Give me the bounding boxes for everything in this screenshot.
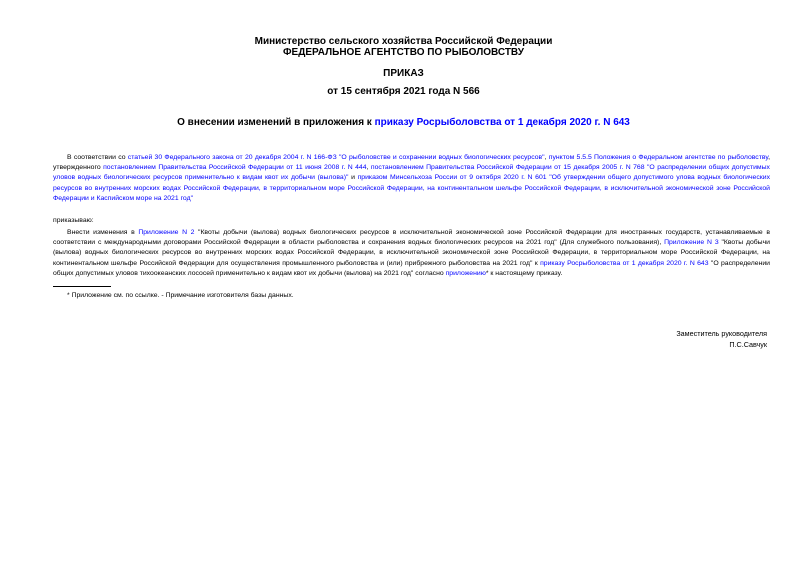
paragraph-preamble bbox=[53, 153, 770, 204]
appendix-3-link[interactable]: Приложение N 3 bbox=[664, 239, 719, 247]
attachment-link[interactable]: приложению bbox=[445, 269, 486, 277]
government-decree-444-link[interactable]: постановлением Правительства Российской Федерации от 11 июня 2008 г. N 444 bbox=[103, 164, 367, 172]
footnote: * Приложение см. по ссылке. - Примечание изготовителя базы данных. bbox=[67, 292, 294, 299]
preamble-text-5: и bbox=[348, 174, 358, 182]
signatory-name: П.С.Савчук bbox=[729, 340, 767, 349]
paragraph-changes bbox=[53, 228, 770, 279]
law-article-link[interactable]: статьей 30 Федерального закона от 20 декабря 2004 г. N 166-ФЗ "О рыболовстве и сохранении водных биологических ресурсов" bbox=[127, 154, 545, 161]
title-text: О внесении изменений в приложения к bbox=[177, 117, 375, 128]
changes-text-4: "О распределении общих допустимых уловов тихоокеанских лососей применительно к видам квот их добычи (вылова) на 2021 год" согласно bbox=[53, 259, 770, 277]
signatory-position: Заместитель руководителя bbox=[676, 329, 767, 338]
preamble-text-4: , bbox=[366, 164, 371, 172]
ministry-order-601-link[interactable]: приказом Минсельхоза России от 9 октября 2020 г. N 601 "Об утверждении общего допустимого улова водных биологических ресурсов во внутренних морских водах Российской Федерации, в территориальном море Российской Федерации, на континентальном шельфе Российской Федерации, в исключительной экономической зоне Российской Федерации и Каспийском море на 2021 год" bbox=[53, 174, 771, 202]
preamble-text-2: , bbox=[544, 154, 549, 161]
ministry-name: Министерство сельского хозяйства Российской Федерации bbox=[254, 36, 553, 47]
preamble-text-1: В соответствии со bbox=[67, 154, 128, 161]
regulation-clause-link[interactable]: пунктом 5.5.5 Положения о Федеральном агентстве по рыболовству bbox=[548, 154, 769, 161]
footnote-divider bbox=[53, 286, 111, 287]
changes-text-1: Внести изменения в bbox=[67, 229, 139, 236]
changes-text-3: "Квоты добычи (вылова) водных биологических ресурсов во внутренних морских водах Российской Федерации, в исключительной экономической зоне Российской Федерации, в территориальном море Российской Федерации, на континентальном шельфе Российской Федерации для осуществления промышленного рыболовства и (или) прибрежного рыболовства на 2021 год" к bbox=[53, 239, 770, 267]
agency-name: ФЕДЕРАЛЬНОЕ АГЕНТСТВО ПО РЫБОЛОВСТВУ bbox=[283, 47, 524, 58]
preamble-text-3: , утвержденного bbox=[53, 154, 770, 172]
document-date: от 15 сентября 2021 года N 566 bbox=[327, 86, 480, 97]
changes-text-2: "Квоты добычи (вылова) водных биологических ресурсов в исключительной экономической зоне Российской Федерации для иностранных государств, устанавливаемые в соответствии с международными договорами Российской Федерации в области рыболовства и сохранения водных биологических ресурсов на 2021 год" (Для служебного пользования), bbox=[53, 229, 770, 247]
document-kind: ПРИКАЗ bbox=[383, 68, 424, 79]
order-643-link[interactable]: приказу Росрыболовства от 1 декабря 2020 г. N 643 bbox=[540, 259, 709, 267]
title-order-link[interactable]: приказу Росрыболовства от 1 декабря 2020 г. N 643 bbox=[374, 117, 630, 128]
appendix-2-link[interactable]: Приложение N 2 bbox=[138, 229, 195, 236]
document-title bbox=[0, 117, 807, 128]
government-decree-768-link[interactable]: постановлением Правительства Российской Федерации от 15 декабря 2005 г. N 768 "О распределении общих допустимых уловов водных биологических ресурсов применительно к видам квот их добычи (вылова)" bbox=[53, 164, 770, 182]
paragraph-order-word: приказываю: bbox=[53, 217, 94, 224]
changes-text-5: * к настоящему приказу. bbox=[485, 269, 563, 277]
